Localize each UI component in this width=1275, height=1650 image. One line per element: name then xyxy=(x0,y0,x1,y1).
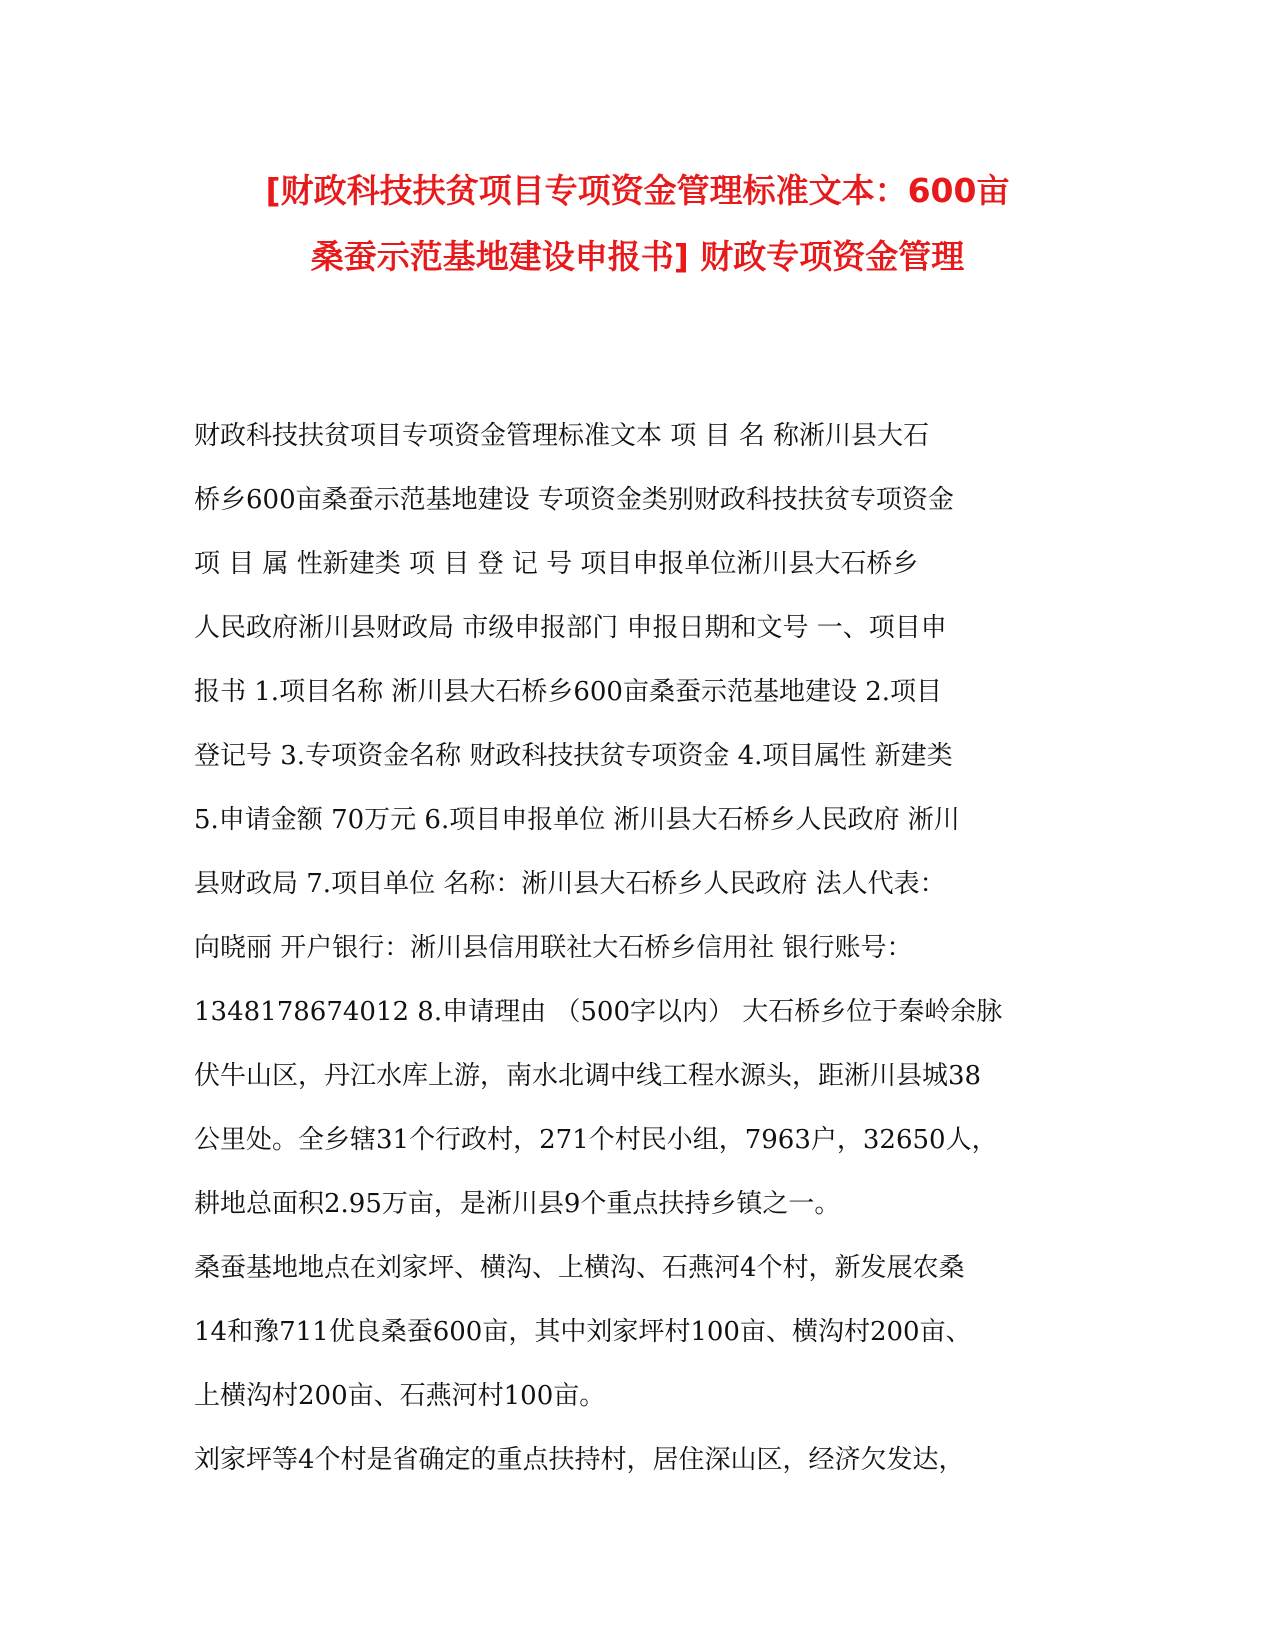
body-line: 刘家坪等4个村是省确定的重点扶持村，居住深山区，经济欠发达， xyxy=(194,1445,965,1475)
body-line: 5.申请金额 70万元 6.项目申报单位 淅川县大石桥乡人民政府 淅川 xyxy=(194,805,960,835)
title-line-1: [财政科技扶贫项目专项资金管理标准文本：600亩 xyxy=(265,171,1010,210)
document-title xyxy=(150,158,1125,290)
body-line: 14和豫711优良桑蚕600亩，其中刘家坪村100亩、横沟村200亩、 xyxy=(194,1317,972,1347)
body-line: 公里处。全乡辖31个行政村，271个村民小组，7963户，32650人， xyxy=(194,1125,998,1155)
body-line: 桥乡600亩桑蚕示范基地建设 专项资金类别财政科技扶贫专项资金 xyxy=(194,485,954,515)
body-line: 登记号 3.专项资金名称 财政科技扶贫专项资金 4.项目属性 新建类 xyxy=(194,741,953,771)
body-line: 桑蚕基地地点在刘家坪、横沟、上横沟、石燕河4个村，新发展农桑 xyxy=(194,1253,965,1283)
body-line: 财政科技扶贫项目专项资金管理标准文本 项 目 名 称淅川县大石 xyxy=(194,421,930,451)
body-line: 伏牛山区，丹江水库上游，南水北调中线工程水源头，距淅川县城38 xyxy=(194,1061,982,1091)
body-line: 耕地总面积2.95万亩，是淅川县9个重点扶持乡镇之一。 xyxy=(194,1189,841,1219)
body-line: 报书 1.项目名称 淅川县大石桥乡600亩桑蚕示范基地建设 2.项目 xyxy=(194,677,943,707)
document-body xyxy=(194,404,1074,1492)
body-line: 向晓丽 开户银行：淅川县信用联社大石桥乡信用社 银行账号： xyxy=(194,933,913,963)
body-line: 项 目 属 性新建类 项 目 登 记 号 项目申报单位淅川县大石桥乡 xyxy=(194,549,919,579)
body-line: 上横沟村200亩、石燕河村100亩。 xyxy=(194,1381,606,1411)
title-line-2: 桑蚕示范基地建设申报书] 财政专项资金管理 xyxy=(310,237,965,276)
body-line: 1348178674012 8.申请理由 （500字以内） 大石桥乡位于秦岭余脉 xyxy=(194,997,1003,1027)
body-line: 人民政府淅川县财政局 市级申报部门 申报日期和文号 一、项目申 xyxy=(194,613,947,643)
body-line: 县财政局 7.项目单位 名称：淅川县大石桥乡人民政府 法人代表： xyxy=(194,869,946,899)
